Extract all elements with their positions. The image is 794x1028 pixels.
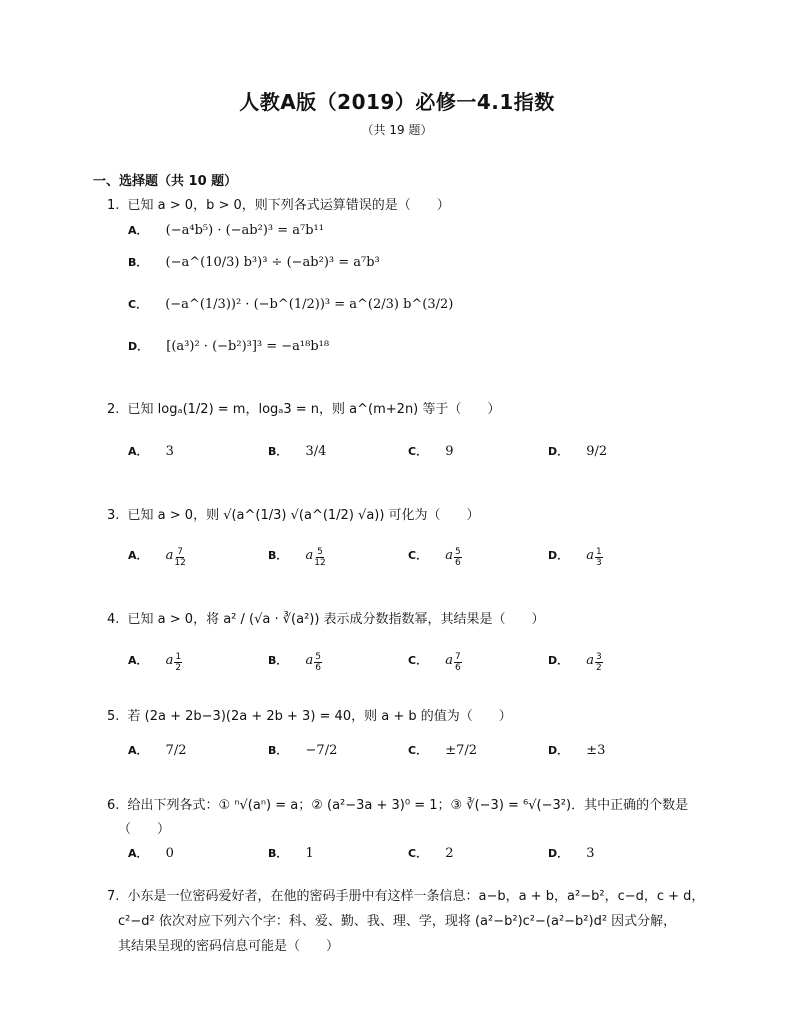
q5-option-a[interactable]: [128, 742, 187, 758]
q4-option-d[interactable]: [548, 652, 604, 673]
option-label: A．: [128, 445, 148, 458]
option-label: D．: [128, 340, 149, 353]
option-label: C．: [408, 445, 428, 458]
question-stem: 已知 a > 0，则 √(a^(1/3) √(a^(1/2) √a)) 可化为（ ）: [127, 508, 480, 523]
option-value: 3: [165, 444, 174, 459]
option-label: D．: [548, 744, 569, 757]
q4-option-b[interactable]: [268, 652, 323, 673]
option-label: C．: [408, 847, 428, 860]
q1-option-a[interactable]: [128, 222, 324, 238]
fraction-exponent: [454, 652, 462, 673]
q3-option-a[interactable]: [128, 547, 187, 568]
option-label: A．: [128, 654, 148, 667]
option-label: C．: [408, 654, 428, 667]
option-base: a: [165, 653, 174, 668]
exponent-denominator: 12: [174, 558, 186, 568]
q4-option-a[interactable]: [128, 652, 183, 673]
option-value: ±7/2: [445, 743, 478, 758]
question-stem: 已知 logₐ(1/2) = m，logₐ3 = n，则 a^(m+2n) 等于（ ）: [127, 402, 501, 417]
option-expression: (−a^(10/3) b³)³ ÷ (−ab²)³ = a⁷b³: [165, 255, 380, 270]
exponent-denominator: 3: [596, 558, 602, 568]
q5-option-b[interactable]: [268, 742, 337, 758]
question-3: [107, 507, 480, 525]
option-label: C．: [128, 298, 148, 311]
q6-option-a[interactable]: [128, 845, 174, 861]
option-label: D．: [548, 847, 569, 860]
option-base: a: [586, 548, 595, 563]
question-4: [107, 611, 545, 629]
option-base: a: [165, 548, 174, 563]
exponent-denominator: 12: [314, 558, 326, 568]
option-label: D．: [548, 654, 569, 667]
fraction-exponent: [314, 652, 322, 673]
option-base: a: [445, 548, 453, 563]
option-value: 9: [445, 444, 454, 459]
exponent-numerator: 5: [317, 547, 323, 557]
exponent-numerator: 5: [454, 547, 461, 557]
option-value: 3/4: [305, 444, 327, 459]
q3-option-d[interactable]: [548, 547, 604, 568]
option-label: B．: [268, 445, 288, 458]
exponent-numerator: 1: [175, 652, 182, 662]
question-number: 4.: [107, 612, 120, 627]
question-7-line-2: [118, 913, 676, 931]
q1-option-d[interactable]: [128, 338, 329, 354]
option-expression: [(a³)² · (−b²)³]³ = −a¹⁸b¹⁸: [166, 339, 330, 354]
fraction-exponent: [595, 652, 603, 673]
option-value: 1: [305, 846, 314, 861]
q4-option-c[interactable]: [408, 652, 463, 673]
option-base: a: [586, 653, 595, 668]
fraction-exponent: [454, 547, 462, 568]
q5-option-c[interactable]: [408, 742, 477, 758]
option-label: A．: [128, 744, 148, 757]
option-label: B．: [268, 847, 288, 860]
option-value: 7/2: [165, 743, 187, 758]
question-number: 1.: [107, 198, 120, 213]
option-label: C．: [408, 549, 428, 562]
exponent-numerator: 7: [454, 652, 461, 662]
q1-option-b[interactable]: [128, 254, 380, 270]
option-base: a: [305, 548, 314, 563]
exponent-numerator: 1: [596, 547, 602, 557]
exponent-numerator: 5: [315, 652, 322, 662]
option-label: A．: [128, 549, 148, 562]
question-count: （共 19 题）: [361, 123, 433, 137]
document-title: 人教A版（2019）必修一4.1指数: [239, 90, 555, 114]
fraction-exponent: [595, 547, 603, 568]
option-value: 9/2: [586, 444, 608, 459]
option-value: 0: [165, 846, 174, 861]
question-stem: 若 (2a + 2b−3)(2a + 2b + 3) = 40，则 a + b 的值为（ ）: [127, 709, 512, 724]
q6-option-d[interactable]: [548, 845, 595, 861]
q2-option-a[interactable]: [128, 443, 174, 459]
option-label: B．: [128, 256, 148, 269]
option-expression: (−a⁴b⁵) · (−ab²)³ = a⁷b¹¹: [165, 223, 324, 238]
fraction-exponent: [314, 547, 325, 568]
question-1: [107, 197, 450, 215]
question-6-continued: [118, 821, 170, 839]
exponent-numerator: 7: [177, 547, 184, 557]
question-stem: 已知 a > 0，将 a² / (√a · ∛(a²)) 表示成分数指数幂，其结果是（ ）: [127, 612, 545, 627]
question-stem-continued: （ ）: [118, 822, 171, 837]
q5-option-d[interactable]: [548, 742, 605, 758]
q3-option-b[interactable]: [268, 547, 327, 568]
question-stem-line-1: 小东是一位密码爱好者，在他的密码手册中有这样一条信息：a−b，a + b，a²−b²，c−d，c + d，: [127, 889, 705, 904]
exponent-denominator: 6: [454, 663, 461, 673]
question-stem: 已知 a > 0，b > 0，则下列各式运算错误的是（ ）: [127, 198, 450, 213]
option-value: 3: [586, 846, 595, 861]
q6-option-b[interactable]: [268, 845, 314, 861]
option-value: ±3: [586, 743, 606, 758]
question-number: 6.: [107, 798, 120, 813]
question-number: 3.: [107, 508, 120, 523]
option-label: D．: [548, 549, 569, 562]
question-6: [107, 797, 688, 815]
question-stem-line-2: c²−d² 依次对应下列六个字：科、爱、勤、我、理、学，现将 (a²−b²)c²−(a²−b²)d² 因式分解，: [118, 914, 677, 929]
option-base: a: [445, 653, 453, 668]
question-stem: 给出下列各式：① ⁿ√(aⁿ) = a；② (a²−3a + 3)⁰ = 1；③ ∛(−3) = ⁶√(−3²)．其中正确的个数是: [127, 798, 689, 813]
option-label: A．: [128, 224, 148, 237]
question-stem-line-3: 其结果呈现的密码信息可能是（ ）: [118, 939, 340, 954]
question-number: 5.: [107, 709, 120, 724]
option-label: D．: [548, 445, 569, 458]
exponent-numerator: 3: [596, 652, 602, 662]
option-label: C．: [408, 744, 428, 757]
q1-option-c[interactable]: [128, 296, 453, 312]
fraction-exponent: [174, 547, 185, 568]
q2-option-b[interactable]: [268, 443, 326, 459]
option-label: B．: [268, 654, 288, 667]
exponent-denominator: 6: [454, 558, 461, 568]
q3-option-c[interactable]: [408, 547, 463, 568]
question-7: [107, 888, 704, 906]
option-label: A．: [128, 847, 148, 860]
option-expression: (−a^(1/3))² · (−b^(1/2))³ = a^(2/3) b^(3/2): [165, 297, 454, 312]
exponent-denominator: 2: [596, 663, 602, 673]
fraction-exponent: [174, 652, 182, 673]
question-7-line-3: [118, 938, 339, 956]
question-number: 7.: [107, 889, 120, 904]
q2-option-d[interactable]: [548, 443, 607, 459]
option-value: 2: [445, 846, 454, 861]
section-heading: 一、选择题（共 10 题）: [93, 174, 238, 189]
question-5: [107, 708, 512, 726]
question-number: 2.: [107, 402, 120, 417]
option-label: B．: [268, 744, 288, 757]
exponent-denominator: 6: [315, 663, 322, 673]
option-base: a: [305, 653, 314, 668]
q2-option-c[interactable]: [408, 443, 454, 459]
question-2: [107, 401, 500, 419]
option-value: −7/2: [305, 743, 338, 758]
option-label: B．: [268, 549, 288, 562]
q6-option-c[interactable]: [408, 845, 454, 861]
exponent-denominator: 2: [175, 663, 182, 673]
